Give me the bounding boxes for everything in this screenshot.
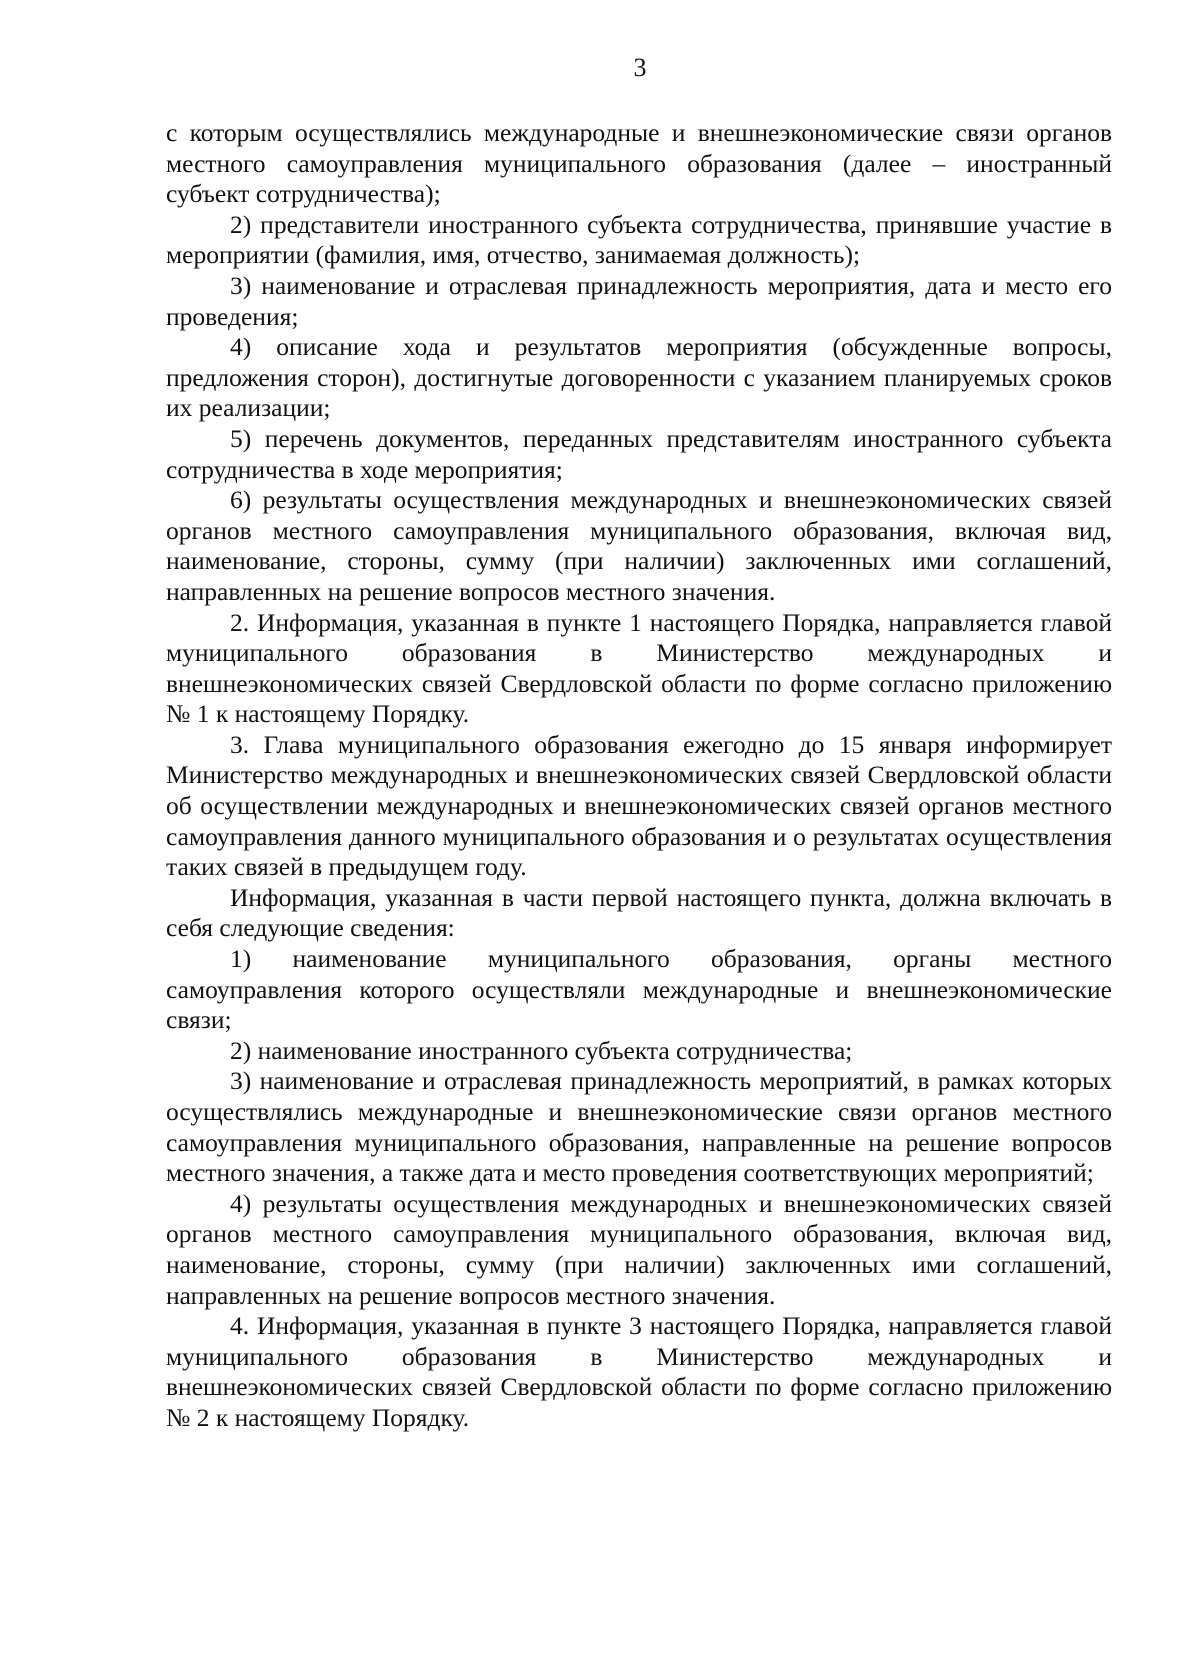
- paragraph-continuation: с которым осуществлялись международные и внешнеэкономические связи органов местного самоуправления муниципального образования (далее – иностранный субъект сотрудничества);: [166, 118, 1112, 209]
- document-body: [166, 118, 1112, 1434]
- paragraph-clause-3-part-two: Информация, указанная в части первой настоящего пункта, должна включать в себя следующие сведения:: [166, 882, 1112, 943]
- paragraph-clause-2: 2. Информация, указанная в пункте 1 настоящего Порядка, направляется главой муниципального образования в Министерство международных и внешнеэкономических связей Свердловской области по форме согласно приложению № 1 к настоящему Порядку.: [166, 607, 1112, 729]
- paragraph-subitem-2-foreign-partner: 2) наименование иностранного субъекта сотрудничества;: [230, 1035, 853, 1065]
- paragraph-subitem-1-municipality: 1) наименование муниципального образования, органы местного самоуправления которого осуществляли международные и внешнеэкономические связи;: [166, 944, 1112, 1035]
- page-number: 3: [633, 53, 647, 82]
- paragraph-item-5-documents: 5) перечень документов, переданных представителям иностранного субъекта сотрудничества в ходе мероприятия;: [166, 423, 1112, 484]
- paragraph-item-6-results: 6) результаты осуществления международных и внешнеэкономических связей органов местного самоуправления муниципального образования, включая вид, наименование, стороны, сумму (при наличии) заключенных ими соглашений, направленных на решение вопросов местного значения.: [166, 485, 1112, 606]
- paragraph-clause-3: 3. Глава муниципального образования ежегодно до 15 января информирует Министерство международных и внешнеэкономических связей Свердловской области об осуществлении международных и внешнеэкономических связей органов местного самоуправления данного муниципального образования и о результатах осуществления таких связей в предыдущем году.: [166, 729, 1112, 882]
- paragraph-item-3-event-name: 3) наименование и отраслевая принадлежность мероприятия, дата и место его проведения;: [166, 270, 1112, 331]
- paragraph-item-2-representatives: 2) представители иностранного субъекта сотрудничества, принявшие участие в мероприятии (фамилия, имя, отчество, занимаемая должность);: [166, 209, 1112, 270]
- paragraph-item-4-event-description: 4) описание хода и результатов мероприятия (обсужденные вопросы, предложения сторон), достигнутые договоренности с указанием планируемых сроков их реализации;: [166, 332, 1112, 423]
- paragraph-subitem-3-events: 3) наименование и отраслевая принадлежность мероприятий, в рамках которых осуществлялись международные и внешнеэкономические связи органов местного самоуправления муниципального образования, направленные на решение вопросов местного значения, а также дата и место проведения соответствующих мероприятий;: [166, 1066, 1112, 1188]
- paragraph-subitem-4-results: 4) результаты осуществления международных и внешнеэкономических связей органов местного самоуправления муниципального образования, включая вид, наименование, стороны, сумму (при наличии) заключенных ими соглашений, направленных на решение вопросов местного значения.: [166, 1188, 1112, 1310]
- paragraph-clause-4: 4. Информация, указанная в пункте 3 настоящего Порядка, направляется главой муниципального образования в Министерство международных и внешнеэкономических связей Свердловской области по форме согласно приложению № 2 к настоящему Порядку.: [166, 1311, 1112, 1432]
